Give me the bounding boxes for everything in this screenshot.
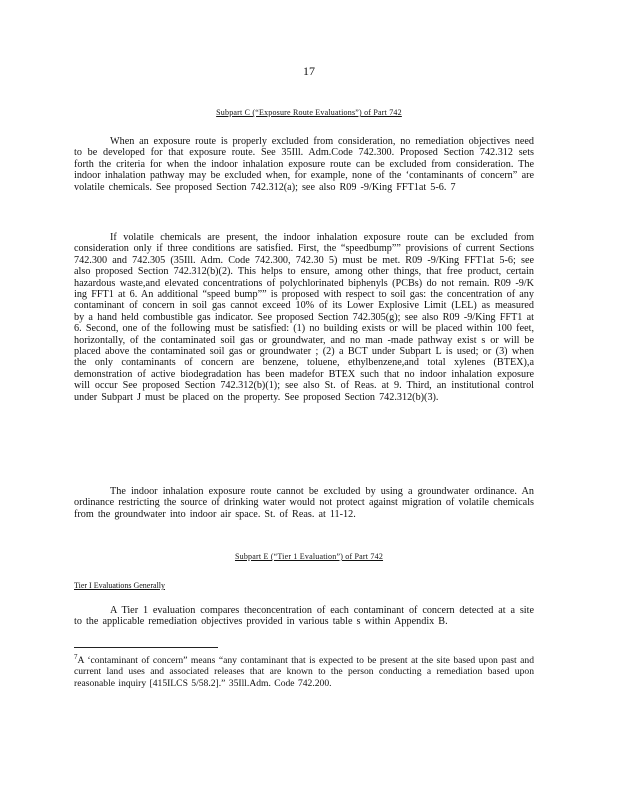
paragraph-4: A Tier 1 evaluation compares theconcentration of each contaminant of concern detected at a site to the applicable remediation objectives provided in various table s within Appendix B.: [74, 605, 534, 628]
paragraph-1: When an exposure route is properly excluded from consideration, no remediation objectives need to be developed for that exposure route. See 35Ill. Adm.Code 742.300. Proposed Section 742.312 sets forth the criteria for when the indoor inhalation exposure route can be excluded from consideration. The indoor inhalation pathway may be excluded when, for example, none of the ‘contaminants of concern” are volatile chemicals. See proposed Section 742.312(a); see also R09 -9/King FFT1at 5-6. 7: [74, 136, 534, 193]
paragraph-2: If volatile chemicals are present, the indoor inhalation exposure route can be excluded from consideration only if three conditions are satisfied. First, the “speedbump”” provisions of current Sections 742.300 and 742.305 (35Ill. Adm. Code 742.300, 742.30 5) must be met. R09 -9/King FFT1at 5-6; see also proposed Section 742.312(b)(2). This helps to ensure, among other things, that free product, certain hazardous waste,and elevated concentrations of polychlorinated biphenyls (PCBs) do not remain. R09 -9/K ing FFT1 at 6. An additional “speed bump”” is proposed with respect to soil gas: the concentration of any contaminant of concern in soil gas cannot exceed 10% of its Lower Explosive Limit (LEL) as measured by a hand held combustible gas indicator. See proposed Section 742.305(g); see also R09 -9/King FFT1 at 6. Second, one of the following must be satisfied: (1) no building exists or will be placed within 100 feet, horizontally, of the contaminated soil gas or groundwater, and no man -made pathway exist s or will be placed above the contaminated soil gas or groundwater ; (2) a BCT under Subpart L is used; or (3) when the only contaminants of concern are benzene, toluene, ethylbenzene,and total xylenes (BTEX),a demonstration of active biodegradation has been madefor BTEX such that no indoor inhalation exposure will occur See proposed Section 742.312(b)(1); see also St. of Reas. at 9. Third, an institutional control under Subpart J must be placed on the property. See proposed Section 742.312(b)(3).: [74, 232, 534, 403]
footnote-text: A ‘contaminant of concern” means “any contaminant that is expected to be present at the site based upon past and current land uses and associated releases that are known to the person conducting a remediation based upon reasonable inquiry [415ILCS 5/58.2].” 35Ill.Adm. Code 742.200.: [74, 655, 534, 689]
tier1-heading: Tier I Evaluations Generally: [74, 581, 166, 590]
subpart-e-heading: Subpart E (“Tier 1 Evaluation”) of Part 742: [234, 552, 384, 561]
footnote-marker: 7: [74, 653, 78, 661]
subpart-c-heading: Subpart C (“Exposure Route Evaluations”) of Part 742: [216, 108, 402, 117]
footnote-divider: [74, 647, 218, 648]
page-number: 17: [303, 64, 315, 78]
paragraph-3: The indoor inhalation exposure route cannot be excluded by using a groundwater ordinance. An ordinance restricting the source of drinking water would not protect against migration of volatile chemicals from the groundwater into indoor air space. St. of Reas. at 11-12.: [74, 486, 534, 520]
footnote: [74, 652, 534, 689]
